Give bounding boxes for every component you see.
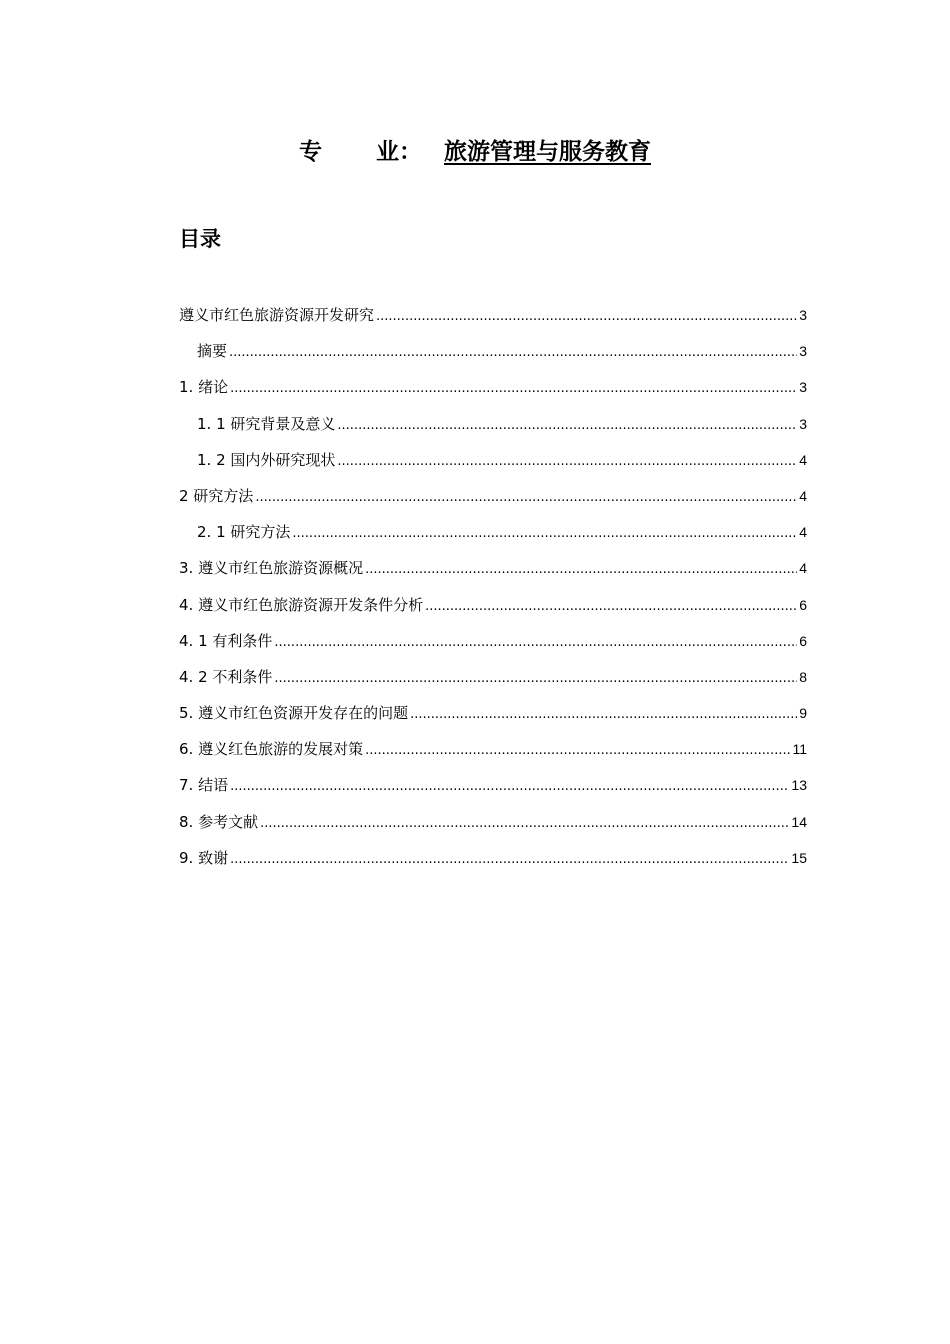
toc-entry[interactable] (179, 336, 807, 372)
toc-entry[interactable] (179, 590, 807, 626)
toc-entry[interactable] (179, 626, 807, 662)
toc-dot-leader (230, 374, 797, 404)
toc-dot-leader (425, 592, 797, 622)
toc-entry[interactable] (179, 300, 807, 336)
toc-entry-label: 2. 1 研究方法 (197, 523, 291, 542)
toc-dot-leader (260, 809, 789, 839)
toc-entry-page-number: 3 (799, 343, 807, 360)
toc-dot-leader (230, 772, 789, 802)
toc-entry[interactable] (179, 807, 807, 843)
toc-entry-page-number: 3 (799, 379, 807, 396)
major-heading (0, 134, 950, 170)
toc-entry[interactable] (179, 372, 807, 408)
toc-dot-leader (365, 736, 790, 766)
toc-dot-leader (365, 555, 797, 585)
major-value: 旅游管理与服务教育 (444, 139, 651, 165)
toc-entry-page-number: 14 (791, 813, 807, 830)
toc-entry-page-number: 13 (791, 777, 807, 794)
major-label-part-1: 专 (299, 139, 322, 165)
toc-entry-label: 遵义市红色旅游资源开发研究 (179, 306, 375, 324)
toc-entry[interactable] (179, 770, 807, 806)
toc-entry-label: 4. 1 有利条件 (179, 631, 273, 650)
toc-entry[interactable] (179, 698, 807, 734)
toc-dot-leader (337, 447, 797, 477)
toc-entry[interactable] (179, 445, 807, 481)
toc-entry-page-number: 4 (799, 524, 807, 541)
toc-entry-label: 摘要 (197, 342, 228, 361)
toc-entry-page-number: 8 (799, 668, 807, 685)
toc-dot-leader (376, 302, 797, 332)
toc-dot-leader (292, 519, 797, 549)
toc-entry[interactable] (179, 734, 807, 770)
toc-title: 目录 (179, 227, 221, 251)
toc-entry-label: 1. 2 国内外研究现状 (197, 450, 336, 469)
toc-entry-label: 6. 遵义红色旅游的发展对策 (179, 740, 364, 759)
toc-entry-page-number: 4 (799, 451, 807, 468)
toc-entry-page-number: 9 (799, 705, 807, 722)
toc-entry-label: 9. 致谢 (179, 848, 229, 867)
major-label (299, 134, 422, 170)
toc-dot-leader (410, 700, 797, 730)
toc-entry-label: 8. 参考文献 (179, 812, 259, 831)
toc-entry-label: 7. 结语 (179, 776, 229, 795)
toc-dot-leader (274, 628, 797, 658)
toc-entry[interactable] (179, 481, 807, 517)
toc-entry-label: 2 研究方法 (179, 486, 254, 505)
toc-entry[interactable] (179, 843, 807, 879)
toc-entry[interactable] (179, 517, 807, 553)
table-of-contents (179, 300, 807, 879)
toc-dot-leader (337, 411, 797, 441)
toc-dot-leader (229, 338, 797, 368)
toc-entry-label: 1. 1 研究背景及意义 (197, 414, 336, 433)
toc-entry-label: 1. 绪论 (179, 378, 229, 397)
toc-entry-page-number: 3 (799, 415, 807, 432)
toc-entry-page-number: 4 (799, 560, 807, 577)
toc-entry-label: 5. 遵义市红色资源开发存在的问题 (179, 704, 409, 723)
toc-entry-page-number: 6 (799, 596, 807, 613)
toc-entry-label: 4. 2 不利条件 (179, 667, 273, 686)
toc-entry-page-number: 15 (791, 849, 807, 866)
toc-entry[interactable] (179, 662, 807, 698)
toc-entry[interactable] (179, 553, 807, 589)
major-label-part-2: 业： (376, 139, 422, 165)
toc-entry-page-number: 11 (792, 741, 807, 758)
toc-dot-leader (255, 483, 797, 513)
toc-entry-label: 4. 遵义市红色旅游资源开发条件分析 (179, 595, 424, 614)
toc-dot-leader (274, 664, 797, 694)
toc-entry[interactable] (179, 409, 807, 445)
toc-entry-page-number: 6 (799, 632, 807, 649)
toc-entry-label: 3. 遵义市红色旅游资源概况 (179, 559, 364, 578)
toc-dot-leader (230, 845, 789, 875)
toc-entry-page-number: 3 (799, 307, 807, 323)
toc-entry-page-number: 4 (799, 487, 807, 504)
